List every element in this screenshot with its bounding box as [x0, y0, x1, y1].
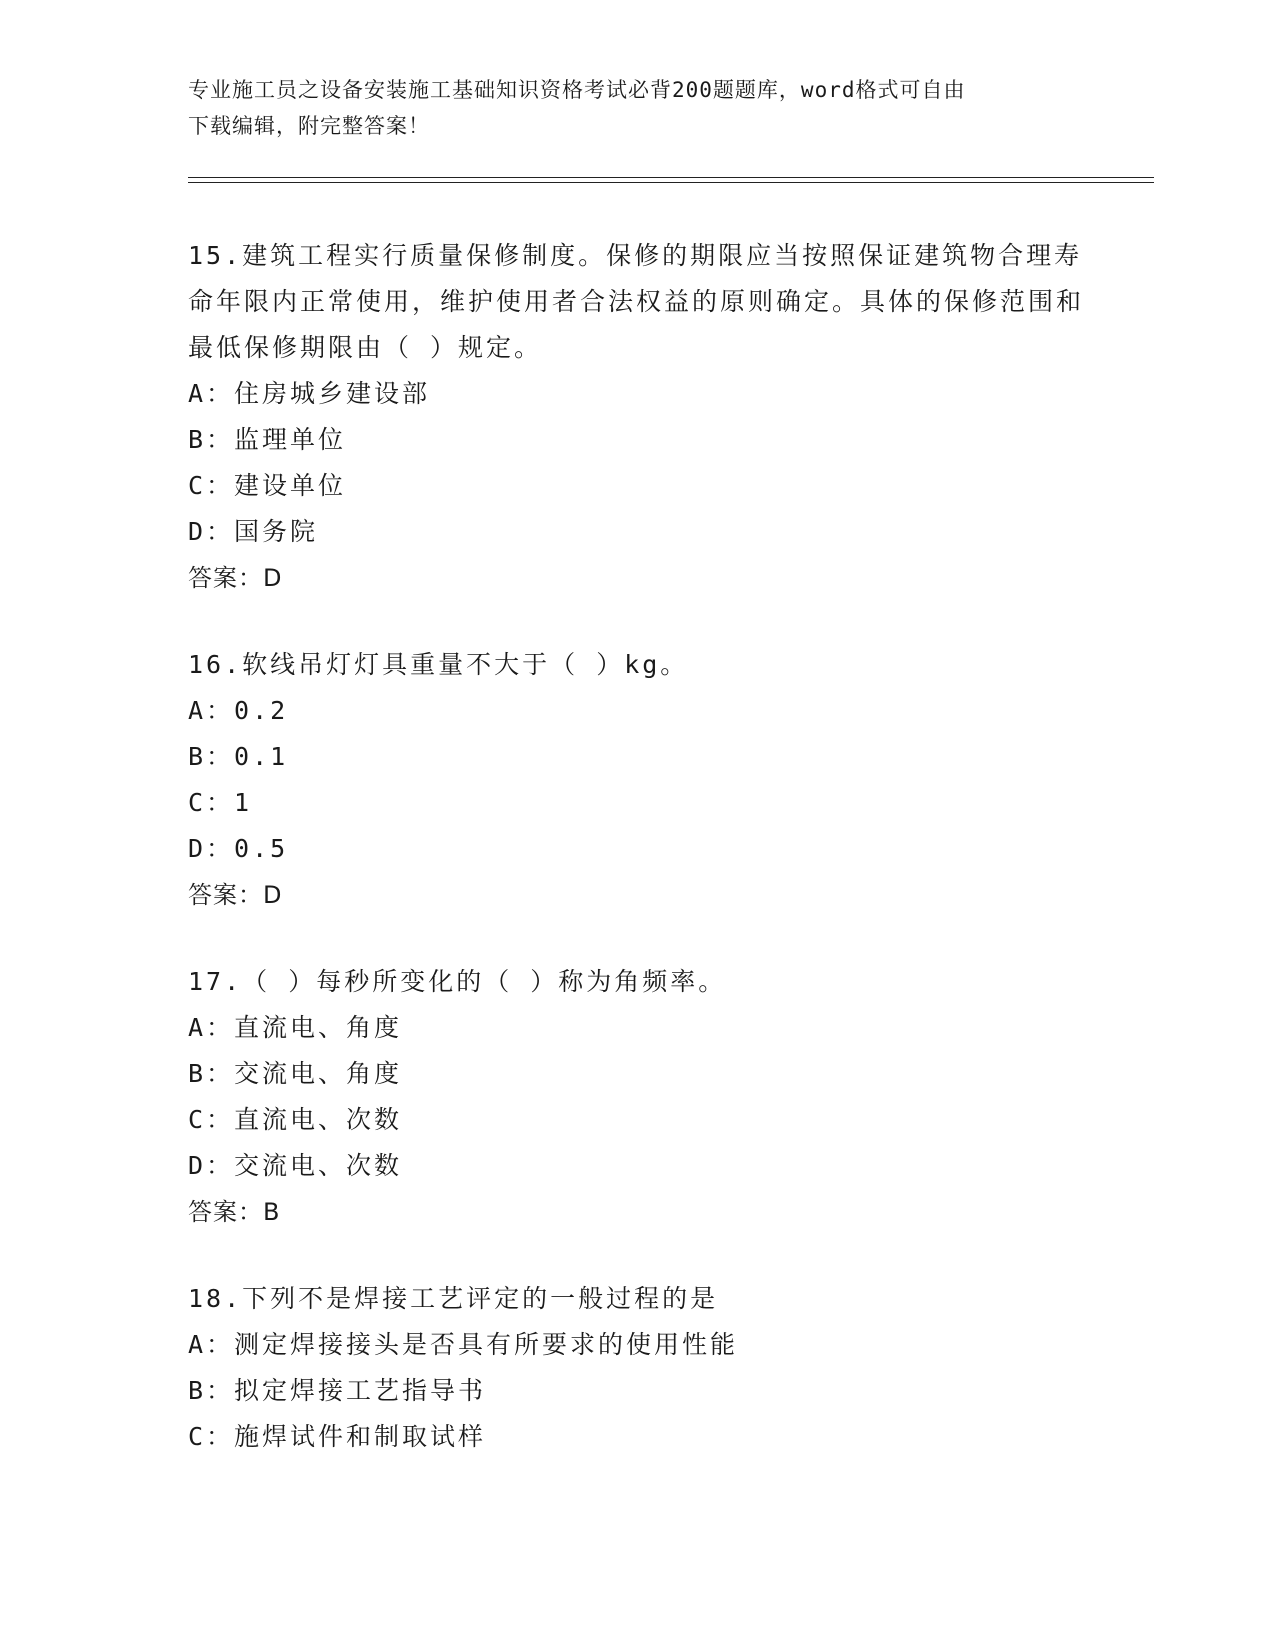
option-b: B：交流电、角度	[188, 1059, 403, 1088]
answer: 答案：B	[188, 1198, 281, 1226]
header-line-2: 下载编辑，附完整答案！	[188, 114, 430, 138]
question-16	[188, 642, 1088, 918]
option-a: A：直流电、角度	[188, 1013, 403, 1042]
option-c: C：直流电、次数	[188, 1105, 403, 1134]
question-18	[188, 1276, 1088, 1460]
question-15	[188, 233, 1088, 601]
question-stem: 18.下列不是焊接工艺评定的一般过程的是	[188, 1284, 719, 1313]
answer: 答案：D	[188, 881, 283, 909]
option-d: D：0.5	[188, 834, 289, 863]
option-d: D：国务院	[188, 517, 319, 546]
option-b: B：0.1	[188, 742, 289, 771]
option-a: A：住房城乡建设部	[188, 379, 431, 408]
header-rule-bottom	[188, 182, 1154, 183]
question-stem: 16.软线吊灯灯具重量不大于（ ）kg。	[188, 650, 689, 679]
option-c: C：建设单位	[188, 471, 347, 500]
option-b: B：监理单位	[188, 425, 347, 454]
document-header	[188, 72, 1088, 144]
header-line-1: 专业施工员之设备安装施工基础知识资格考试必背200题题库，word格式可自由	[188, 78, 966, 102]
answer: 答案：D	[188, 564, 283, 592]
question-list	[188, 233, 1088, 1501]
option-c: C：施焊试件和制取试样	[188, 1422, 487, 1451]
option-a: A：0.2	[188, 696, 289, 725]
option-a: A：测定焊接接头是否具有所要求的使用性能	[188, 1330, 739, 1359]
question-stem: 15.建筑工程实行质量保修制度。保修的期限应当按照保证建筑物合理寿命年限内正常使用，维护使用者合法权益的原则确定。具体的保修范围和最低保修期限由（ ）规定。	[188, 241, 1085, 362]
question-stem: 17.（ ）每秒所变化的（ ）称为角频率。	[188, 967, 727, 996]
option-d: D：交流电、次数	[188, 1151, 403, 1180]
option-c: C：1	[188, 788, 253, 817]
question-17	[188, 959, 1088, 1235]
option-b: B：拟定焊接工艺指导书	[188, 1376, 487, 1405]
header-rule-top	[188, 177, 1154, 178]
